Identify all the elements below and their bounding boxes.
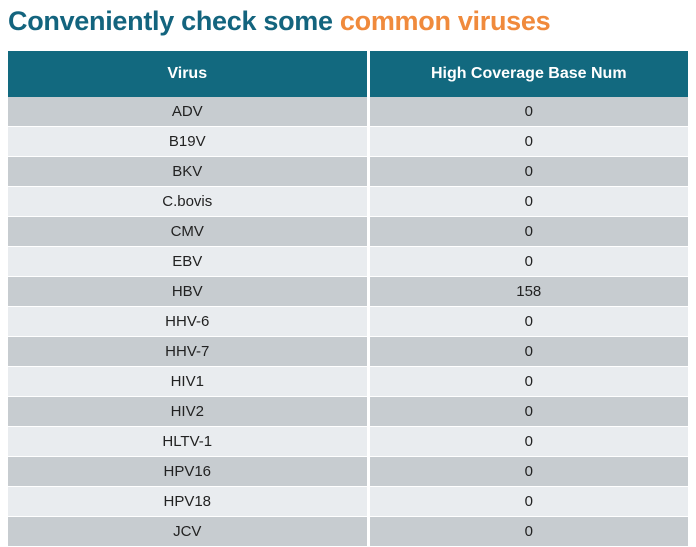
cell-high-coverage-base-num: 0 bbox=[368, 427, 688, 457]
cell-high-coverage-base-num: 0 bbox=[368, 217, 688, 247]
page-title bbox=[0, 0, 696, 37]
virus-table-container bbox=[8, 51, 688, 547]
virus-table bbox=[8, 51, 688, 547]
column-header-high-coverage-base-num: High Coverage Base Num bbox=[368, 51, 688, 97]
table-row bbox=[8, 277, 688, 307]
virus-table-header bbox=[8, 51, 688, 97]
table-row bbox=[8, 517, 688, 547]
cell-virus-name: HPV16 bbox=[8, 457, 368, 487]
virus-table-body bbox=[8, 97, 688, 547]
table-row bbox=[8, 247, 688, 277]
cell-high-coverage-base-num: 0 bbox=[368, 247, 688, 277]
table-row bbox=[8, 127, 688, 157]
cell-high-coverage-base-num: 0 bbox=[368, 517, 688, 547]
cell-high-coverage-base-num: 0 bbox=[368, 187, 688, 217]
table-row bbox=[8, 217, 688, 247]
cell-virus-name: C.bovis bbox=[8, 187, 368, 217]
table-header-row bbox=[8, 51, 688, 97]
page-title-primary: Conveniently check some bbox=[8, 6, 340, 36]
cell-virus-name: HBV bbox=[8, 277, 368, 307]
cell-high-coverage-base-num: 0 bbox=[368, 127, 688, 157]
cell-virus-name: HIV2 bbox=[8, 397, 368, 427]
cell-high-coverage-base-num: 0 bbox=[368, 307, 688, 337]
table-row bbox=[8, 157, 688, 187]
cell-high-coverage-base-num: 0 bbox=[368, 397, 688, 427]
cell-high-coverage-base-num: 0 bbox=[368, 337, 688, 367]
cell-high-coverage-base-num: 0 bbox=[368, 487, 688, 517]
cell-high-coverage-base-num: 0 bbox=[368, 157, 688, 187]
table-row bbox=[8, 337, 688, 367]
cell-high-coverage-base-num: 0 bbox=[368, 97, 688, 127]
cell-virus-name: JCV bbox=[8, 517, 368, 547]
column-header-virus: Virus bbox=[8, 51, 368, 97]
cell-virus-name: BKV bbox=[8, 157, 368, 187]
cell-virus-name: EBV bbox=[8, 247, 368, 277]
table-row bbox=[8, 367, 688, 397]
cell-virus-name: HPV18 bbox=[8, 487, 368, 517]
table-row bbox=[8, 457, 688, 487]
table-row bbox=[8, 307, 688, 337]
cell-virus-name: HHV-6 bbox=[8, 307, 368, 337]
table-row bbox=[8, 397, 688, 427]
page-title-accent: common viruses bbox=[339, 6, 551, 36]
cell-virus-name: CMV bbox=[8, 217, 368, 247]
cell-high-coverage-base-num: 0 bbox=[368, 457, 688, 487]
table-row bbox=[8, 187, 688, 217]
table-row bbox=[8, 487, 688, 517]
cell-virus-name: HIV1 bbox=[8, 367, 368, 397]
table-row bbox=[8, 427, 688, 457]
cell-virus-name: B19V bbox=[8, 127, 368, 157]
cell-high-coverage-base-num: 0 bbox=[368, 367, 688, 397]
table-row bbox=[8, 97, 688, 127]
cell-virus-name: ADV bbox=[8, 97, 368, 127]
cell-high-coverage-base-num: 158 bbox=[368, 277, 688, 307]
cell-virus-name: HHV-7 bbox=[8, 337, 368, 367]
cell-virus-name: HLTV-1 bbox=[8, 427, 368, 457]
